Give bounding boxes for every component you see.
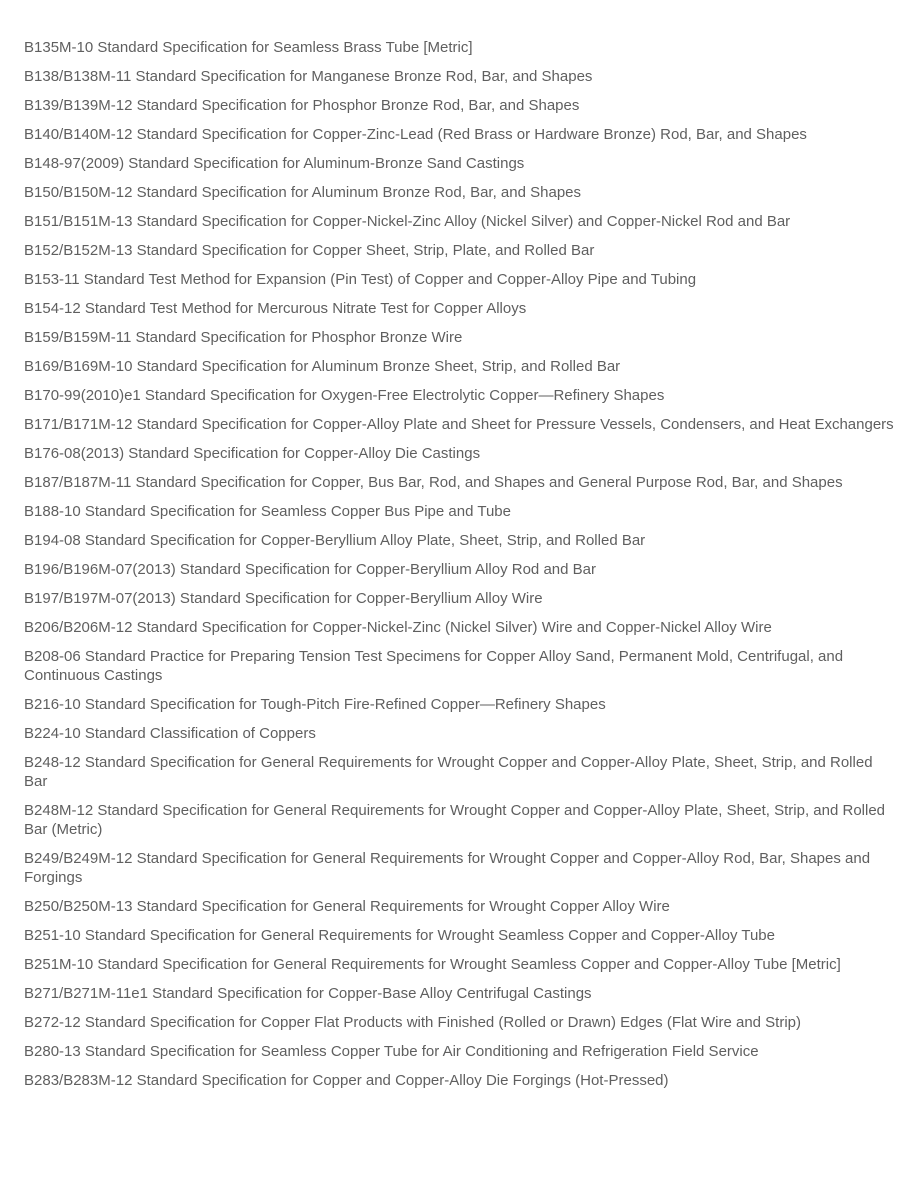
list-item: B138/B138M-11 Standard Specification for Manganese Bronze Rod, Bar, and Shapes	[24, 68, 593, 85]
list-item: B159/B159M-11 Standard Specification for Phosphor Bronze Wire	[24, 329, 463, 346]
list-item: B171/B171M-12 Standard Specification for Copper-Alloy Plate and Sheet for Pressure Vessels, Condensers, and Heat Exchangers	[24, 416, 894, 433]
list-item: B216-10 Standard Specification for Tough-Pitch Fire-Refined Copper—Refinery Shapes	[24, 696, 606, 713]
list-item: B250/B250M-13 Standard Specification for General Requirements for Wrought Copper Alloy Wire	[24, 898, 670, 915]
list-item: B139/B139M-12 Standard Specification for Phosphor Bronze Rod, Bar, and Shapes	[24, 97, 580, 114]
list-item: B251-10 Standard Specification for General Requirements for Wrought Seamless Copper and Copper-Alloy Tube	[24, 927, 775, 944]
list-item: B283/B283M-12 Standard Specification for Copper and Copper-Alloy Die Forgings (Hot-Pressed)	[24, 1072, 669, 1089]
list-item: B135M-10 Standard Specification for Seamless Brass Tube [Metric]	[24, 39, 473, 56]
list-item: B208-06 Standard Practice for Preparing Tension Test Specimens for Copper Alloy Sand, Permanent Mold, Centrifugal, and Continuous Castings	[24, 648, 844, 684]
list-item: B224-10 Standard Classification of Coppers	[24, 725, 316, 742]
list-item: B206/B206M-12 Standard Specification for Copper-Nickel-Zinc (Nickel Silver) Wire and Copper-Nickel Alloy Wire	[24, 619, 772, 636]
list-item: B187/B187M-11 Standard Specification for Copper, Bus Bar, Rod, and Shapes and General Purpose Rod, Bar, and Shapes	[24, 474, 843, 491]
list-item: B271/B271M-11e1 Standard Specification for Copper-Base Alloy Centrifugal Castings	[24, 985, 592, 1002]
list-item: B188-10 Standard Specification for Seamless Copper Bus Pipe and Tube	[24, 503, 511, 520]
list-item: B251M-10 Standard Specification for General Requirements for Wrought Seamless Copper and Copper-Alloy Tube [Metric]	[24, 956, 841, 973]
list-item: B176-08(2013) Standard Specification for Copper-Alloy Die Castings	[24, 445, 481, 462]
list-item: B194-08 Standard Specification for Copper-Beryllium Alloy Plate, Sheet, Strip, and Rolled Bar	[24, 532, 646, 549]
list-item: B148-97(2009) Standard Specification for Aluminum-Bronze Sand Castings	[24, 155, 525, 172]
list-item: B197/B197M-07(2013) Standard Specification for Copper-Beryllium Alloy Wire	[24, 590, 543, 607]
list-item: B150/B150M-12 Standard Specification for Aluminum Bronze Rod, Bar, and Shapes	[24, 184, 581, 201]
list-item: B248-12 Standard Specification for General Requirements for Wrought Copper and Copper-Alloy Plate, Sheet, Strip, and Rolled Bar	[24, 754, 873, 790]
list-item: B248M-12 Standard Specification for General Requirements for Wrought Copper and Copper-Alloy Plate, Sheet, Strip, and Rolled Bar (Metric)	[24, 802, 886, 838]
list-item: B249/B249M-12 Standard Specification for General Requirements for Wrought Copper and Copper-Alloy Rod, Bar, Shapes and Forgings	[24, 850, 871, 886]
list-item: B169/B169M-10 Standard Specification for Aluminum Bronze Sheet, Strip, and Rolled Bar	[24, 358, 621, 375]
standards-list	[24, 38, 898, 1090]
list-item: B152/B152M-13 Standard Specification for Copper Sheet, Strip, Plate, and Rolled Bar	[24, 242, 595, 259]
list-item: B170-99(2010)e1 Standard Specification for Oxygen-Free Electrolytic Copper—Refinery Shapes	[24, 387, 665, 404]
list-item: B140/B140M-12 Standard Specification for Copper-Zinc-Lead (Red Brass or Hardware Bronze) Rod, Bar, and Shapes	[24, 126, 807, 143]
list-item: B280-13 Standard Specification for Seamless Copper Tube for Air Conditioning and Refrigeration Field Service	[24, 1043, 759, 1060]
list-item: B151/B151M-13 Standard Specification for Copper-Nickel-Zinc Alloy (Nickel Silver) and Copper-Nickel Rod and Bar	[24, 213, 791, 230]
list-item: B272-12 Standard Specification for Copper Flat Products with Finished (Rolled or Drawn) Edges (Flat Wire and Strip)	[24, 1014, 802, 1031]
list-item: B154-12 Standard Test Method for Mercurous Nitrate Test for Copper Alloys	[24, 300, 527, 317]
list-item: B196/B196M-07(2013) Standard Specification for Copper-Beryllium Alloy Rod and Bar	[24, 561, 596, 578]
list-item: B153-11 Standard Test Method for Expansion (Pin Test) of Copper and Copper-Alloy Pipe and Tubing	[24, 271, 697, 288]
